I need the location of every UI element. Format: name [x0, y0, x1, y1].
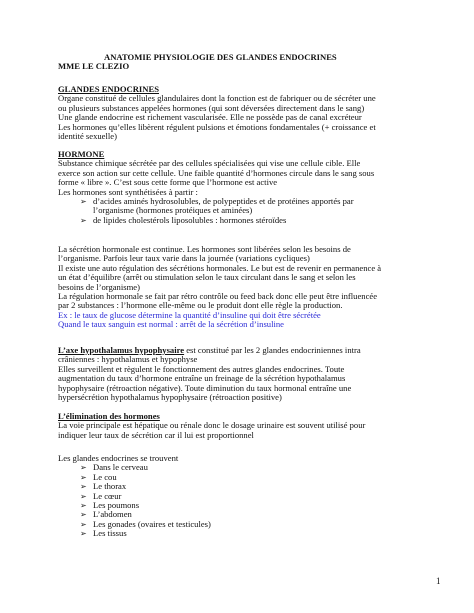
text-line: hypophysaire (rétroaction négative). Toute diminution du taux hormonal entraîne une — [58, 382, 352, 393]
section-elimination — [58, 412, 420, 440]
text-line: Une glande endocrine est richement vascularisée. Elle ne possède pas de canal excréteur — [58, 112, 362, 123]
bullet-list — [58, 463, 420, 538]
author-line: MME LE CLEZIO — [58, 61, 130, 72]
bullet-list — [58, 197, 420, 225]
text-line: par 2 substances : l’hormone elle-même ou le produit dont elle règle la production. — [58, 300, 343, 311]
arrow-bullet-icon: ➢ — [80, 519, 87, 529]
list-item — [58, 529, 420, 538]
text-line: La régulation hormonale se fait par rétro contrôle ou feed back donc elle peut être influencée — [58, 291, 378, 302]
text-line: La voie principale est hépatique ou rénale donc le dosage urinaire est souvent utilisé pour — [58, 420, 366, 431]
text-line: crâniennes : hypothalamus et hypophyse — [58, 354, 198, 365]
example-line: Quand le taux sanguin est normal : arrêt de la sécrétion d’insuline — [58, 319, 284, 330]
arrow-bullet-icon: ➢ — [80, 472, 87, 482]
arrow-bullet-icon: ➢ — [80, 529, 87, 539]
text-line: Les hormones sont synthétisées à partir : — [58, 186, 198, 197]
section-secretion — [58, 245, 420, 330]
arrow-bullet-icon: ➢ — [80, 501, 87, 511]
arrow-bullet-icon: ➢ — [80, 491, 87, 501]
text-line: besoins de l’organisme) — [58, 281, 140, 292]
text-line: hypersécrétion hypothalamus hypophysaire (rétroaction positive) — [58, 392, 282, 403]
text-line: identité sexuelle) — [58, 131, 117, 142]
arrow-bullet-icon: ➢ — [80, 463, 87, 473]
text-line: Les glandes endocrines se trouvent — [58, 453, 179, 463]
list-item-text: Le thorax — [93, 481, 127, 492]
text-line: exerce son action sur cette cellule. Une faible quantité d’hormones circule dans le sang sous — [58, 167, 375, 178]
list-item — [58, 216, 420, 225]
text-line: Substance chimique sécrétée par des cellules spécialisées qui vise une cellule cible. Elle — [58, 158, 361, 169]
text-line: Elles surveillent et règulent le fonctionnement des autres glandes endocrines. Toute — [58, 363, 345, 374]
arrow-bullet-icon: ➢ — [80, 215, 87, 225]
text-line: un état d’équilibre (arrêt ou stimulation selon le taux circulant dans le sang et selon les — [58, 272, 356, 283]
section-glandes — [58, 85, 420, 141]
section-heading: HORMONE — [58, 149, 105, 159]
document-title — [58, 53, 420, 72]
arrow-bullet-icon: ➢ — [80, 482, 87, 492]
list-item-text: d’acides aminés hydrosolubles, de polypeptides et de protéines apportés par — [93, 196, 354, 207]
heading-continuation: est constitué par les 2 glandes endocriniennes intra — [184, 345, 361, 355]
list-item-text: Les poumons — [93, 500, 140, 511]
section-hormone — [58, 150, 420, 225]
section-heading: L’élimination des hormones — [58, 411, 160, 421]
list-item-text: Les tissus — [93, 528, 127, 539]
text-line: Les hormones qu’elles libèrent régulent pulsions et émotions fondamentales (+ croissance et — [58, 121, 376, 132]
section-heading: GLANDES ENDOCRINES — [58, 84, 159, 94]
text-line: ou plusieurs substances appelées hormones (qui sont déversées directement dans le sang) — [58, 102, 365, 113]
arrow-bullet-icon: ➢ — [80, 510, 87, 520]
list-item — [58, 197, 420, 216]
text-line: indiquer leur taux de sécrétion car il lui est proportionnel — [58, 429, 254, 440]
text-line: La sécrétion hormonale est continue. Les hormones sont libérées selon les besoins de — [58, 244, 351, 254]
text-line: Organe constitué de cellules glandulaires dont la fonction est de fabriquer ou de sécréter une — [58, 93, 376, 104]
text-line: augmentation du taux d’hormone entraîne un freinage de la sécrétion hypothalamus — [58, 373, 346, 384]
title-line: ANATOMIE PHYSIOLOGIE DES GLANDES ENDOCRINES — [104, 52, 337, 62]
section-heading: L’axe hypothalamus hypophysaire — [58, 345, 185, 355]
list-item-text: Le cœur — [93, 490, 122, 501]
example-line: Ex : le taux de glucose détermine la quantité d’insuline qui doit être sécrétée — [58, 309, 321, 320]
text-line: l’organisme. Parfois leur taux varie dans la journée (variations cycliques) — [58, 253, 310, 264]
page-number: 1 — [436, 576, 441, 586]
arrow-bullet-icon: ➢ — [80, 197, 87, 207]
text-line: Il existe une auto régulation des sécrétions hormonales. Le but est de revenir en permanence à — [58, 262, 382, 273]
list-item-text: L’abdomen — [93, 509, 132, 520]
text-line: forme « libre ». C’est sous cette forme que l’hormone est active — [58, 177, 278, 188]
list-item-text: Dans le cerveau — [93, 462, 148, 473]
section-localisation — [58, 454, 420, 539]
list-item-text: l’organisme (hormones protéiques et aminées) — [93, 205, 253, 216]
section-axe — [58, 346, 420, 402]
list-item-text: Le cou — [93, 471, 117, 482]
list-item-text: de lipides cholestérols liposolubles : hormones stéroïdes — [93, 214, 287, 225]
list-item-text: Les gonades (ovaires et testicules) — [93, 518, 211, 529]
